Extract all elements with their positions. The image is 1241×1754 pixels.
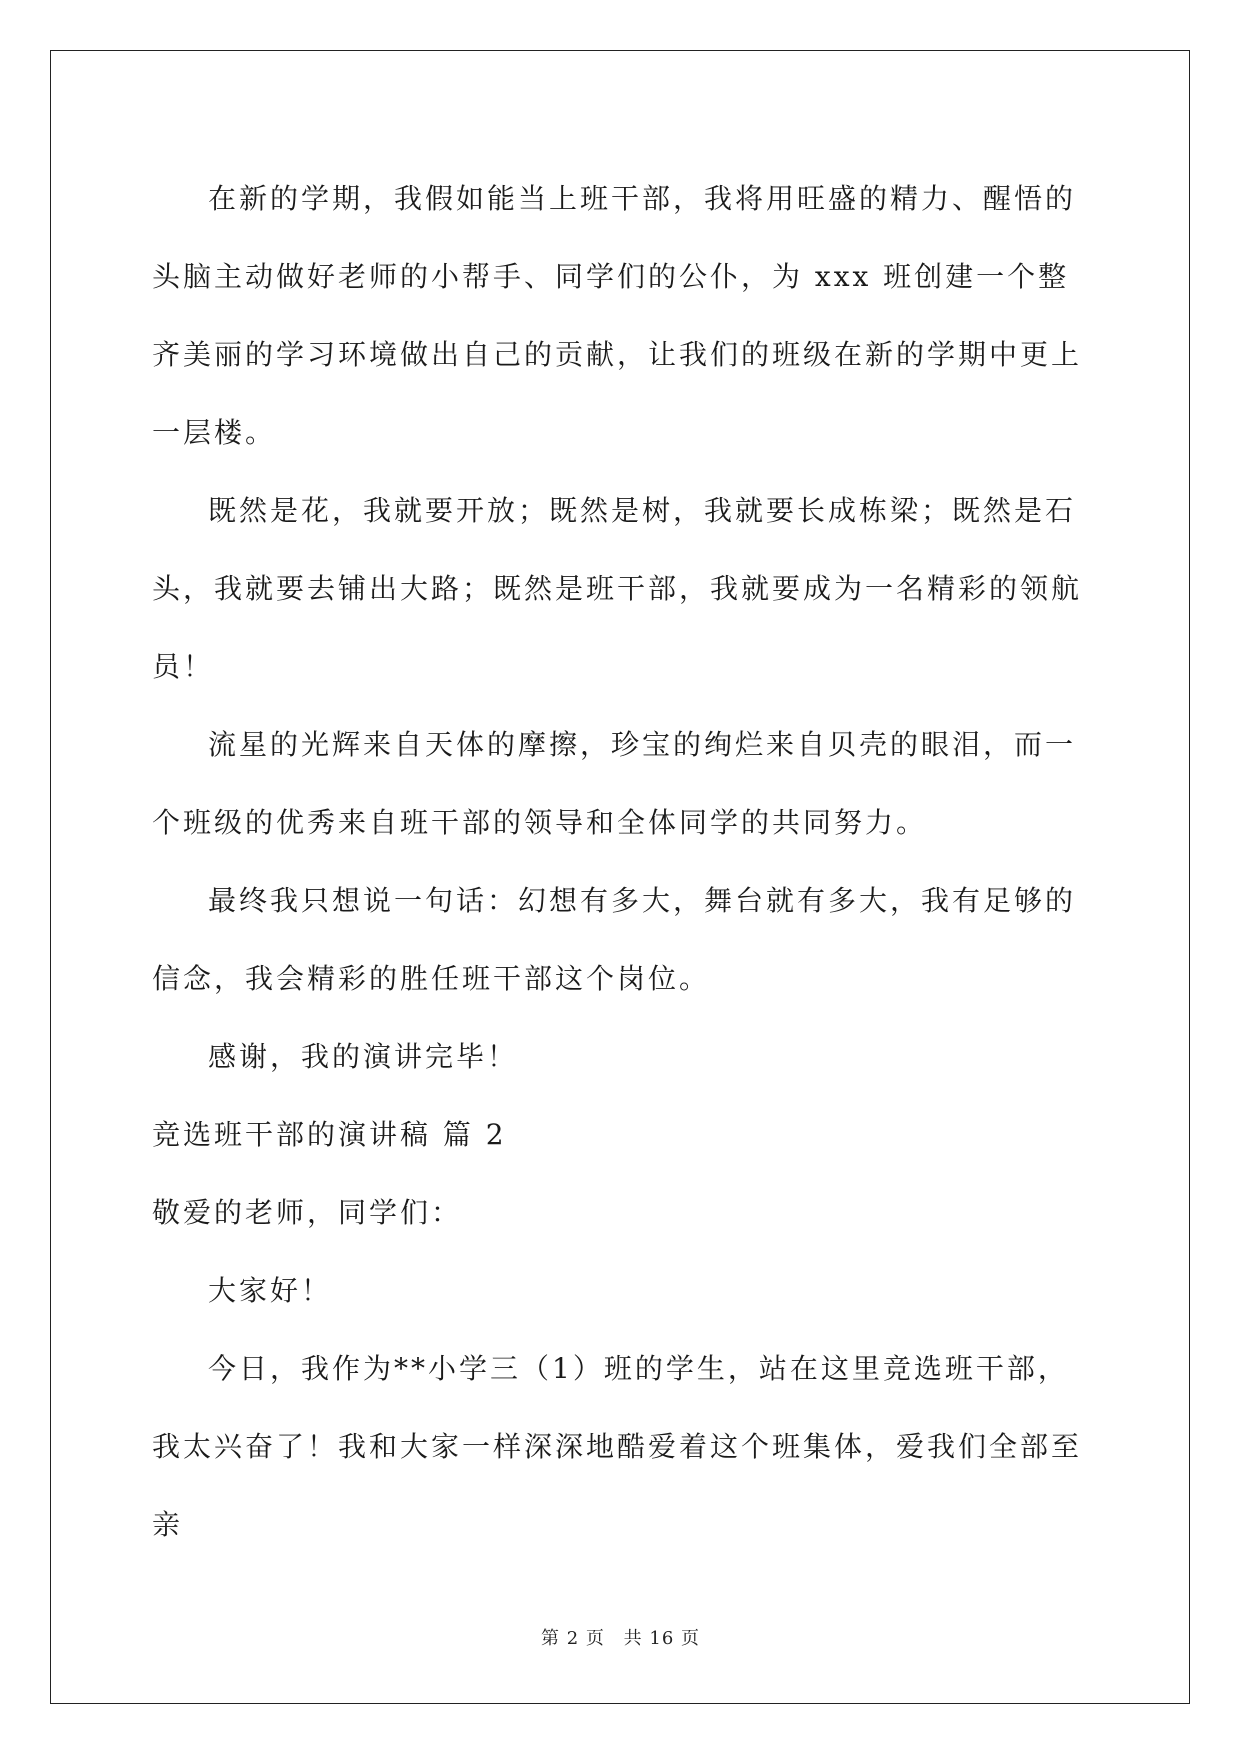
paragraph-1: 在新的学期，我假如能当上班干部，我将用旺盛的精力、醒悟的头脑主动做好老师的小帮手、同学们的公仆，为 xxx 班创建一个整齐美丽的学习环境做出自己的贡献，让我们的班级在新的学期中更上一层楼。: [152, 182, 1083, 449]
total-pages: 共 16 页: [623, 1628, 700, 1649]
section-title: 竞选班干部的演讲稿 篇 2: [152, 1118, 507, 1151]
paragraph-5: 感谢，我的演讲完毕！: [208, 1040, 519, 1073]
document-body: [152, 160, 1087, 1564]
page-footer: [0, 1624, 1241, 1650]
salutation: 敬爱的老师，同学们：: [152, 1196, 463, 1229]
greeting: 大家好！: [208, 1274, 333, 1307]
page-number: 第 2 页: [541, 1628, 605, 1649]
paragraph-2: 既然是花，我就要开放；既然是树，我就要长成栋梁；既然是石头，我就要去铺出大路；既然是班干部，我就要成为一名精彩的领航员！: [152, 494, 1083, 683]
closing-paragraph: 今日，我作为**小学三（1）班的学生，站在这里竞选班干部，我太兴奋了！我和大家一样深深地酷爱着这个班集体，爱我们全部至亲: [152, 1352, 1083, 1541]
paragraph-3: 流星的光辉来自天体的摩擦，珍宝的绚烂来自贝壳的眼泪，而一个班级的优秀来自班干部的领导和全体同学的共同努力。: [152, 728, 1077, 839]
paragraph-4: 最终我只想说一句话：幻想有多大，舞台就有多大，我有足够的信念，我会精彩的胜任班干部这个岗位。: [152, 884, 1077, 995]
